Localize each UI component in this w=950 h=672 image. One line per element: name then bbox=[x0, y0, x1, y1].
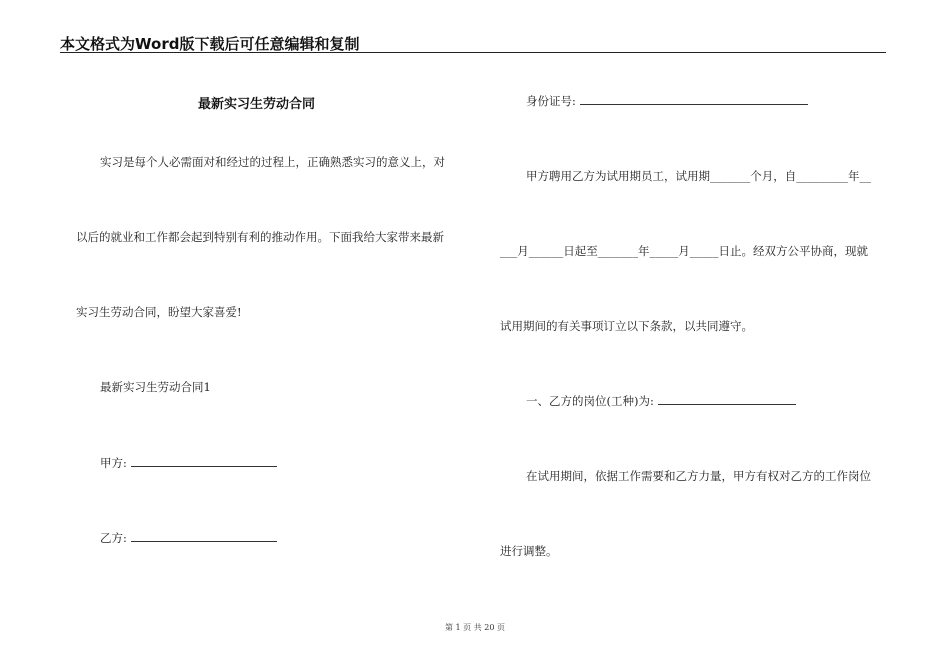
id-number-field bbox=[526, 92, 808, 109]
intro-line-3: 实习生劳动合同，盼望大家喜爱! bbox=[76, 305, 242, 319]
position-label: 一、乙方的岗位(工种)为: bbox=[526, 394, 654, 408]
id-number-blank bbox=[580, 92, 808, 105]
party-a-field bbox=[100, 454, 277, 471]
page-number-footer: 第 1 页 共 20 页 bbox=[445, 623, 505, 632]
probation-para-line-3: 试用期间的有关事项订立以下条款，以共同遵守。 bbox=[500, 319, 753, 333]
section-subtitle: 最新实习生劳动合同1 bbox=[100, 380, 211, 394]
party-a-blank bbox=[131, 454, 277, 467]
probation-para-line-1: 甲方聘用乙方为试用期员工，试用期_______个月，自_________年__ bbox=[526, 169, 871, 183]
probation-para-line-2: ___月______日起至_______年_____月_____日止。经双方公平协商，现就 bbox=[500, 244, 868, 258]
intro-line-2: 以后的就业和工作都会起到特别有利的推动作用。下面我给大家带来最新 bbox=[76, 230, 444, 244]
adjustment-para-line-1: 在试用期间，依据工作需要和乙方力量，甲方有权对乙方的工作岗位 bbox=[526, 469, 871, 483]
party-b-label: 乙方: bbox=[100, 531, 127, 545]
party-a-label: 甲方: bbox=[100, 456, 127, 470]
party-b-field bbox=[100, 529, 277, 546]
position-blank bbox=[658, 392, 796, 405]
intro-line-1: 实习是每个人必需面对和经过的过程上，正确熟悉实习的意义上，对 bbox=[100, 155, 445, 169]
party-b-blank bbox=[131, 529, 277, 542]
adjustment-para-line-2: 进行调整。 bbox=[500, 544, 558, 558]
header-divider bbox=[60, 52, 886, 53]
document-header-banner: 本文格式为Word版下载后可任意编辑和复制 bbox=[60, 35, 360, 53]
id-number-label: 身份证号: bbox=[526, 94, 576, 108]
position-field bbox=[526, 392, 796, 409]
document-title: 最新实习生劳动合同 bbox=[198, 97, 316, 112]
